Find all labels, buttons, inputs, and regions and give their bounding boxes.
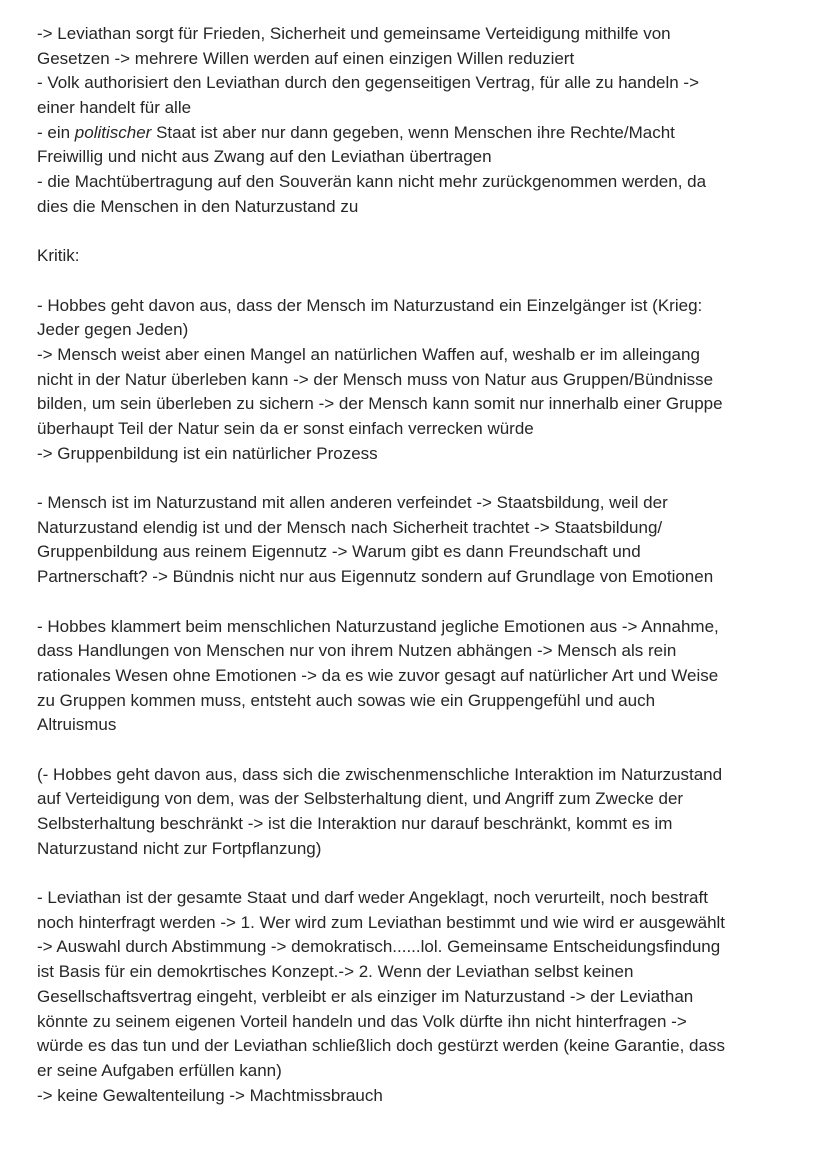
text-line: -> Auswahl durch Abstimmung -> demokratisch......lol. Gemeinsame Entscheidungsfindung bbox=[37, 937, 721, 957]
critique-paragraph-5 bbox=[37, 886, 798, 1108]
text-line: Gruppenbildung aus reinem Eigennutz -> Warum gibt es dann Freundschaft und bbox=[37, 542, 641, 562]
text-line: Freiwillig und nicht aus Zwang auf den Leviathan übertragen bbox=[37, 147, 492, 167]
text-line: Gesetzen -> mehrere Willen werden auf einen einzigen Willen reduziert bbox=[37, 48, 575, 68]
critique-paragraph-2 bbox=[37, 491, 798, 590]
critique-paragraph-4 bbox=[37, 763, 798, 862]
text-line: Jeder gegen Jeden) bbox=[37, 320, 189, 340]
text-line: -> Gruppenbildung ist ein natürlicher Prozess bbox=[37, 443, 378, 463]
text-line: zu Gruppen kommen muss, entsteht auch sowas wie ein Gruppengefühl und auch bbox=[37, 690, 656, 710]
spacer bbox=[37, 738, 798, 763]
text-line: Selbsterhaltung beschränkt -> ist die Interaktion nur darauf beschränkt, kommt es im bbox=[37, 814, 673, 833]
text-line: dass Handlungen von Menschen nur von ihrem Nutzen abhängen -> Mensch als rein bbox=[37, 641, 677, 661]
text-line: Naturzustand nicht zur Fortpflanzung) bbox=[37, 838, 322, 858]
text-line: (- Hobbes geht davon aus, dass sich die zwischenmenschliche Interaktion im Naturzustand bbox=[37, 764, 723, 784]
spacer bbox=[37, 466, 798, 491]
text-line: er seine Aufgaben erfüllen kann) bbox=[37, 1060, 282, 1080]
political-emphasis: politischer bbox=[74, 122, 152, 142]
text-line: -> keine Gewaltenteilung -> Machtmissbrauch bbox=[37, 1085, 383, 1105]
text-line: -> Mensch weist aber einen Mangel an natürlichen Waffen auf, weshalb er im alleingang bbox=[37, 344, 700, 364]
text-line: Altruismus bbox=[37, 715, 117, 735]
text-line: - Volk authorisiert den Leviathan durch den gegenseitigen Vertrag, für alle zu handeln -> bbox=[37, 73, 700, 93]
text-line: überhaupt Teil der Natur sein da er sonst einfach verrecken würde bbox=[37, 419, 534, 438]
text-line: dies die Menschen in den Naturzustand zu bbox=[37, 196, 359, 216]
text-line: - Leviathan ist der gesamte Staat und darf weder Angeklagt, noch verurteilt, noch bestraft bbox=[37, 888, 708, 908]
text-line: rationales Wesen ohne Emotionen -> da es wie zuvor gesagt auf natürlicher Art und Weise bbox=[37, 665, 719, 685]
text-line: - Hobbes geht davon aus, dass der Mensch im Naturzustand ein Einzelgänger ist (Krieg: bbox=[37, 295, 703, 315]
text-line: bilden, um sein überleben zu sichern -> der Mensch kann somit nur innerhalb einer Gruppe bbox=[37, 394, 723, 414]
political-suffix: Staat ist aber nur dann gegeben, wenn Menschen ihre Rechte/Macht bbox=[151, 122, 675, 142]
spacer bbox=[37, 269, 798, 294]
section-heading: Kritik: bbox=[37, 246, 80, 266]
text-line-political bbox=[37, 121, 798, 146]
text-line: könnte zu seinem eigenen Vorteil handeln und das Volk dürfte ihn nicht hinterfragen -> bbox=[37, 1011, 687, 1031]
text-line: - die Machtübertragung auf den Souverän kann nicht mehr zurückgenommen werden, da bbox=[37, 172, 707, 192]
spacer bbox=[37, 220, 798, 245]
text-line: - Hobbes klammert beim menschlichen Naturzustand jegliche Emotionen aus -> Annahme, bbox=[37, 616, 719, 636]
text-line: Gesellschaftsvertrag eingeht, verbleibt er als einziger im Naturzustand -> der Leviathan bbox=[37, 986, 694, 1006]
text-line: -> Leviathan sorgt für Frieden, Sicherheit und gemeinsame Verteidigung mithilfe von bbox=[37, 24, 671, 43]
text-line: Partnerschaft? -> Bündnis nicht nur aus Eigennutz sondern auf Grundlage von Emotionen bbox=[37, 567, 714, 587]
text-line: würde es das tun und der Leviathan schließlich doch gestürzt werden (keine Garantie, dass bbox=[37, 1036, 725, 1056]
text-line: Naturzustand elendig ist und der Mensch nach Sicherheit trachtet -> Staatsbildung/ bbox=[37, 517, 663, 537]
critique-paragraph-1 bbox=[37, 294, 798, 467]
text-line: - Mensch ist im Naturzustand mit allen anderen verfeindet -> Staatsbildung, weil der bbox=[37, 493, 668, 513]
text-line: nicht in der Natur überleben kann -> der Mensch muss von Natur aus Gruppen/Bündnisse bbox=[37, 369, 714, 389]
text-line: auf Verteidigung von dem, was der Selbsterhaltung dient, und Angriff zum Zwecke der bbox=[37, 789, 684, 809]
text-line: noch hinterfragt werden -> 1. Wer wird zum Leviathan bestimmt und wie wird er ausgewählt bbox=[37, 912, 726, 932]
critique-paragraph-3 bbox=[37, 615, 798, 738]
spacer bbox=[37, 590, 798, 615]
text-line: einer handelt für alle bbox=[37, 98, 192, 118]
text-line: ist Basis für ein demokrtisches Konzept.-> 2. Wenn der Leviathan selbst keinen bbox=[37, 962, 634, 982]
political-prefix: - ein bbox=[37, 122, 75, 142]
spacer bbox=[37, 861, 798, 886]
intro-block bbox=[37, 22, 798, 220]
